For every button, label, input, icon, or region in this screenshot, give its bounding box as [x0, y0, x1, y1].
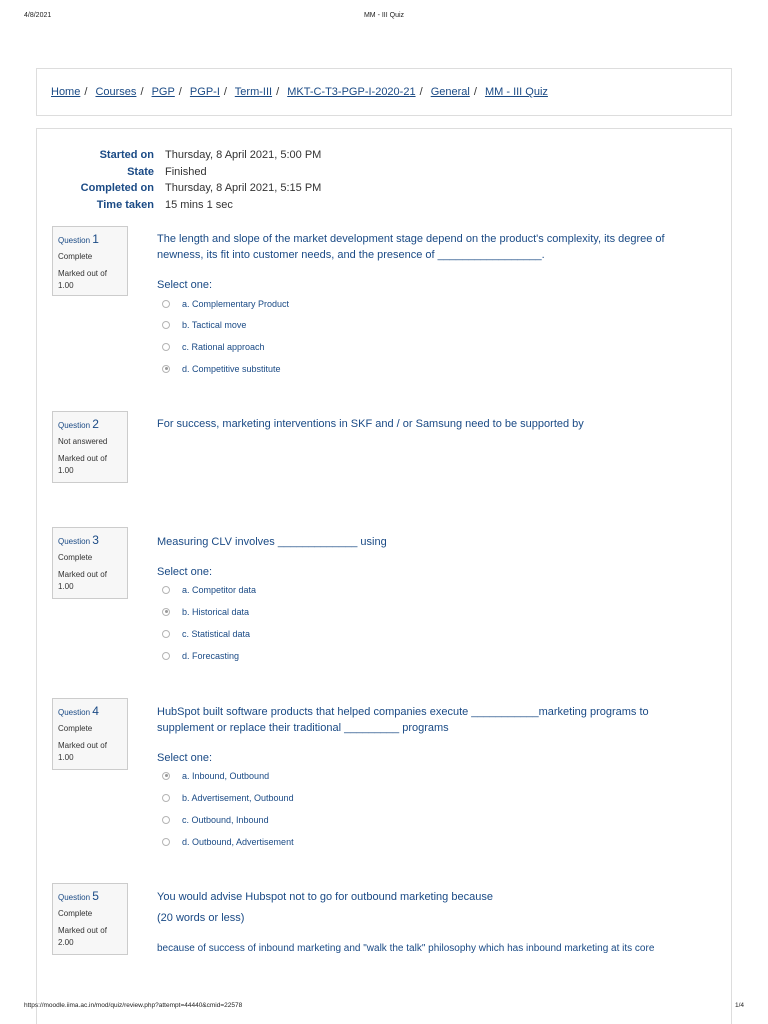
breadcrumb [51, 86, 548, 98]
radio-button[interactable] [162, 816, 170, 824]
print-header [24, 12, 744, 22]
option-label: b. Tactical move [182, 320, 247, 330]
radio-button-selected[interactable] [162, 772, 170, 780]
question-5-answer: because of success of inbound marketing and "walk the talk" philosophy which has inbound marketing at its core [157, 943, 655, 954]
breadcrumb-quiz[interactable]: MM - III Quiz [484, 86, 548, 98]
question-number-value: 3 [92, 533, 99, 547]
summary-value: Thursday, 8 April 2021, 5:00 PM [165, 149, 322, 161]
radio-button-selected[interactable] [162, 365, 170, 373]
radio-button[interactable] [162, 838, 170, 846]
radio-button[interactable] [162, 794, 170, 802]
summary-value: Thursday, 8 April 2021, 5:15 PM [165, 182, 322, 194]
question-state: Complete [58, 251, 93, 261]
question-1-option-d[interactable] [162, 364, 281, 376]
option-label: c. Rational approach [182, 342, 265, 352]
question-4-text: HubSpot built software products that helped companies execute ___________marketing programs to supplement or replace their traditional _________ programs [157, 706, 649, 734]
breadcrumb-home[interactable]: Home [51, 86, 81, 98]
select-one-label: Select one: [157, 752, 213, 764]
option-label: d. Competitive substitute [182, 364, 281, 374]
print-footer [24, 1002, 744, 1012]
option-label: b. Advertisement, Outbound [182, 793, 294, 803]
option-label: c. Outbound, Inbound [182, 815, 269, 825]
question-grade: Marked out of 1.00 [58, 268, 107, 290]
question-state: Complete [58, 552, 93, 562]
question-2-text: For success, marketing interventions in SKF and / or Samsung need to be supported by [157, 418, 584, 430]
summary-label: Started on [99, 149, 154, 161]
option-label: a. Complementary Product [182, 299, 290, 309]
radio-button[interactable] [162, 300, 170, 308]
summary-label: Time taken [96, 198, 154, 211]
breadcrumb-pgp[interactable]: PGP [151, 86, 175, 98]
breadcrumb-separator: / [419, 86, 423, 98]
breadcrumb-separator: / [473, 86, 477, 98]
summary-row-completed [56, 182, 556, 199]
breadcrumb-pgp-i[interactable]: PGP-I [189, 86, 220, 98]
question-grade: Marked out of 1.00 [58, 740, 107, 762]
option-label: d. Outbound, Advertisement [182, 837, 294, 847]
question-number [58, 703, 122, 720]
summary-value: 15 mins 1 sec [165, 198, 233, 211]
question-3-text: Measuring CLV involves _____________ using [157, 536, 387, 548]
question-5-text: You would advise Hubspot not to go for outbound marketing because [157, 891, 493, 903]
question-1-option-c[interactable] [162, 342, 265, 354]
print-url: https://moodle.iima.ac.in/mod/quiz/review.php?attempt=44440&cmid=22578 [24, 1002, 243, 1009]
question-grade: Marked out of 2.00 [58, 925, 107, 947]
question-3-option-c[interactable] [162, 629, 250, 641]
question-label: Question [58, 893, 91, 902]
question-number-value: 5 [92, 889, 99, 903]
radio-button[interactable] [162, 321, 170, 329]
question-state: Complete [58, 908, 93, 918]
breadcrumb-separator: / [178, 86, 182, 98]
question-4-option-a[interactable] [162, 771, 269, 783]
question-3-info [52, 527, 128, 599]
question-number-value: 2 [92, 417, 99, 431]
question-3-option-b[interactable] [162, 607, 249, 619]
question-4-option-d[interactable] [162, 837, 294, 849]
question-number-value: 1 [92, 232, 99, 246]
breadcrumb-container [36, 68, 732, 116]
question-5-info [52, 883, 128, 955]
question-number [58, 231, 122, 248]
question-grade: Marked out of 1.00 [58, 569, 107, 591]
breadcrumb-separator: / [276, 86, 280, 98]
question-3-option-d[interactable] [162, 651, 239, 663]
select-one-label: Select one: [157, 566, 213, 578]
attempt-summary [56, 149, 556, 215]
breadcrumb-term[interactable]: Term-III [234, 86, 273, 98]
question-1-option-a[interactable] [162, 299, 289, 311]
print-date: 4/8/2021 [24, 12, 52, 19]
summary-value: Finished [165, 165, 207, 178]
summary-row-time-taken [56, 199, 556, 216]
question-number-value: 4 [92, 704, 99, 718]
question-number [58, 888, 122, 905]
option-label: a. Competitor data [182, 585, 257, 595]
breadcrumb-courses[interactable]: Courses [95, 86, 137, 98]
radio-button[interactable] [162, 343, 170, 351]
option-label: a. Inbound, Outbound [182, 771, 270, 781]
question-grade: Marked out of 1.00 [58, 453, 107, 475]
question-1-text: The length and slope of the market development stage depend on the product's complexity, its degree of newness, its fit into customer needs, and the presence of _________________. [157, 233, 665, 261]
breadcrumb-course[interactable]: MKT-C-T3-PGP-I-2020-21 [287, 86, 416, 98]
question-4-option-b[interactable] [162, 793, 294, 805]
radio-button[interactable] [162, 586, 170, 594]
option-label: c. Statistical data [182, 629, 251, 639]
summary-label: State [127, 165, 154, 178]
question-5-subtext: (20 words or less) [157, 912, 245, 924]
summary-label: Completed on [80, 182, 154, 194]
print-title: MM - III Quiz [363, 12, 405, 19]
select-one-label: Select one: [157, 279, 213, 291]
option-label: b. Historical data [182, 607, 250, 617]
question-state: Not answered [58, 436, 108, 446]
question-1-option-b[interactable] [162, 320, 246, 332]
question-number [58, 532, 122, 549]
question-number [58, 416, 122, 433]
question-3-option-a[interactable] [162, 585, 256, 597]
breadcrumb-separator: / [223, 86, 227, 98]
question-label: Question [58, 708, 91, 717]
summary-row-state [56, 166, 556, 183]
breadcrumb-separator: / [140, 86, 144, 98]
breadcrumb-separator: / [84, 86, 88, 98]
question-1-info [52, 226, 128, 296]
summary-row-started [56, 149, 556, 166]
print-page-number: 1/4 [734, 1002, 744, 1009]
question-state: Complete [58, 723, 93, 733]
radio-button[interactable] [162, 630, 170, 638]
question-4-info [52, 698, 128, 770]
breadcrumb-general[interactable]: General [430, 86, 470, 98]
question-label: Question [58, 537, 91, 546]
question-4-option-c[interactable] [162, 815, 269, 827]
question-label: Question [58, 236, 91, 245]
radio-button[interactable] [162, 652, 170, 660]
radio-button-selected[interactable] [162, 608, 170, 616]
question-label: Question [58, 421, 91, 430]
option-label: d. Forecasting [182, 651, 240, 661]
question-2-info [52, 411, 128, 483]
